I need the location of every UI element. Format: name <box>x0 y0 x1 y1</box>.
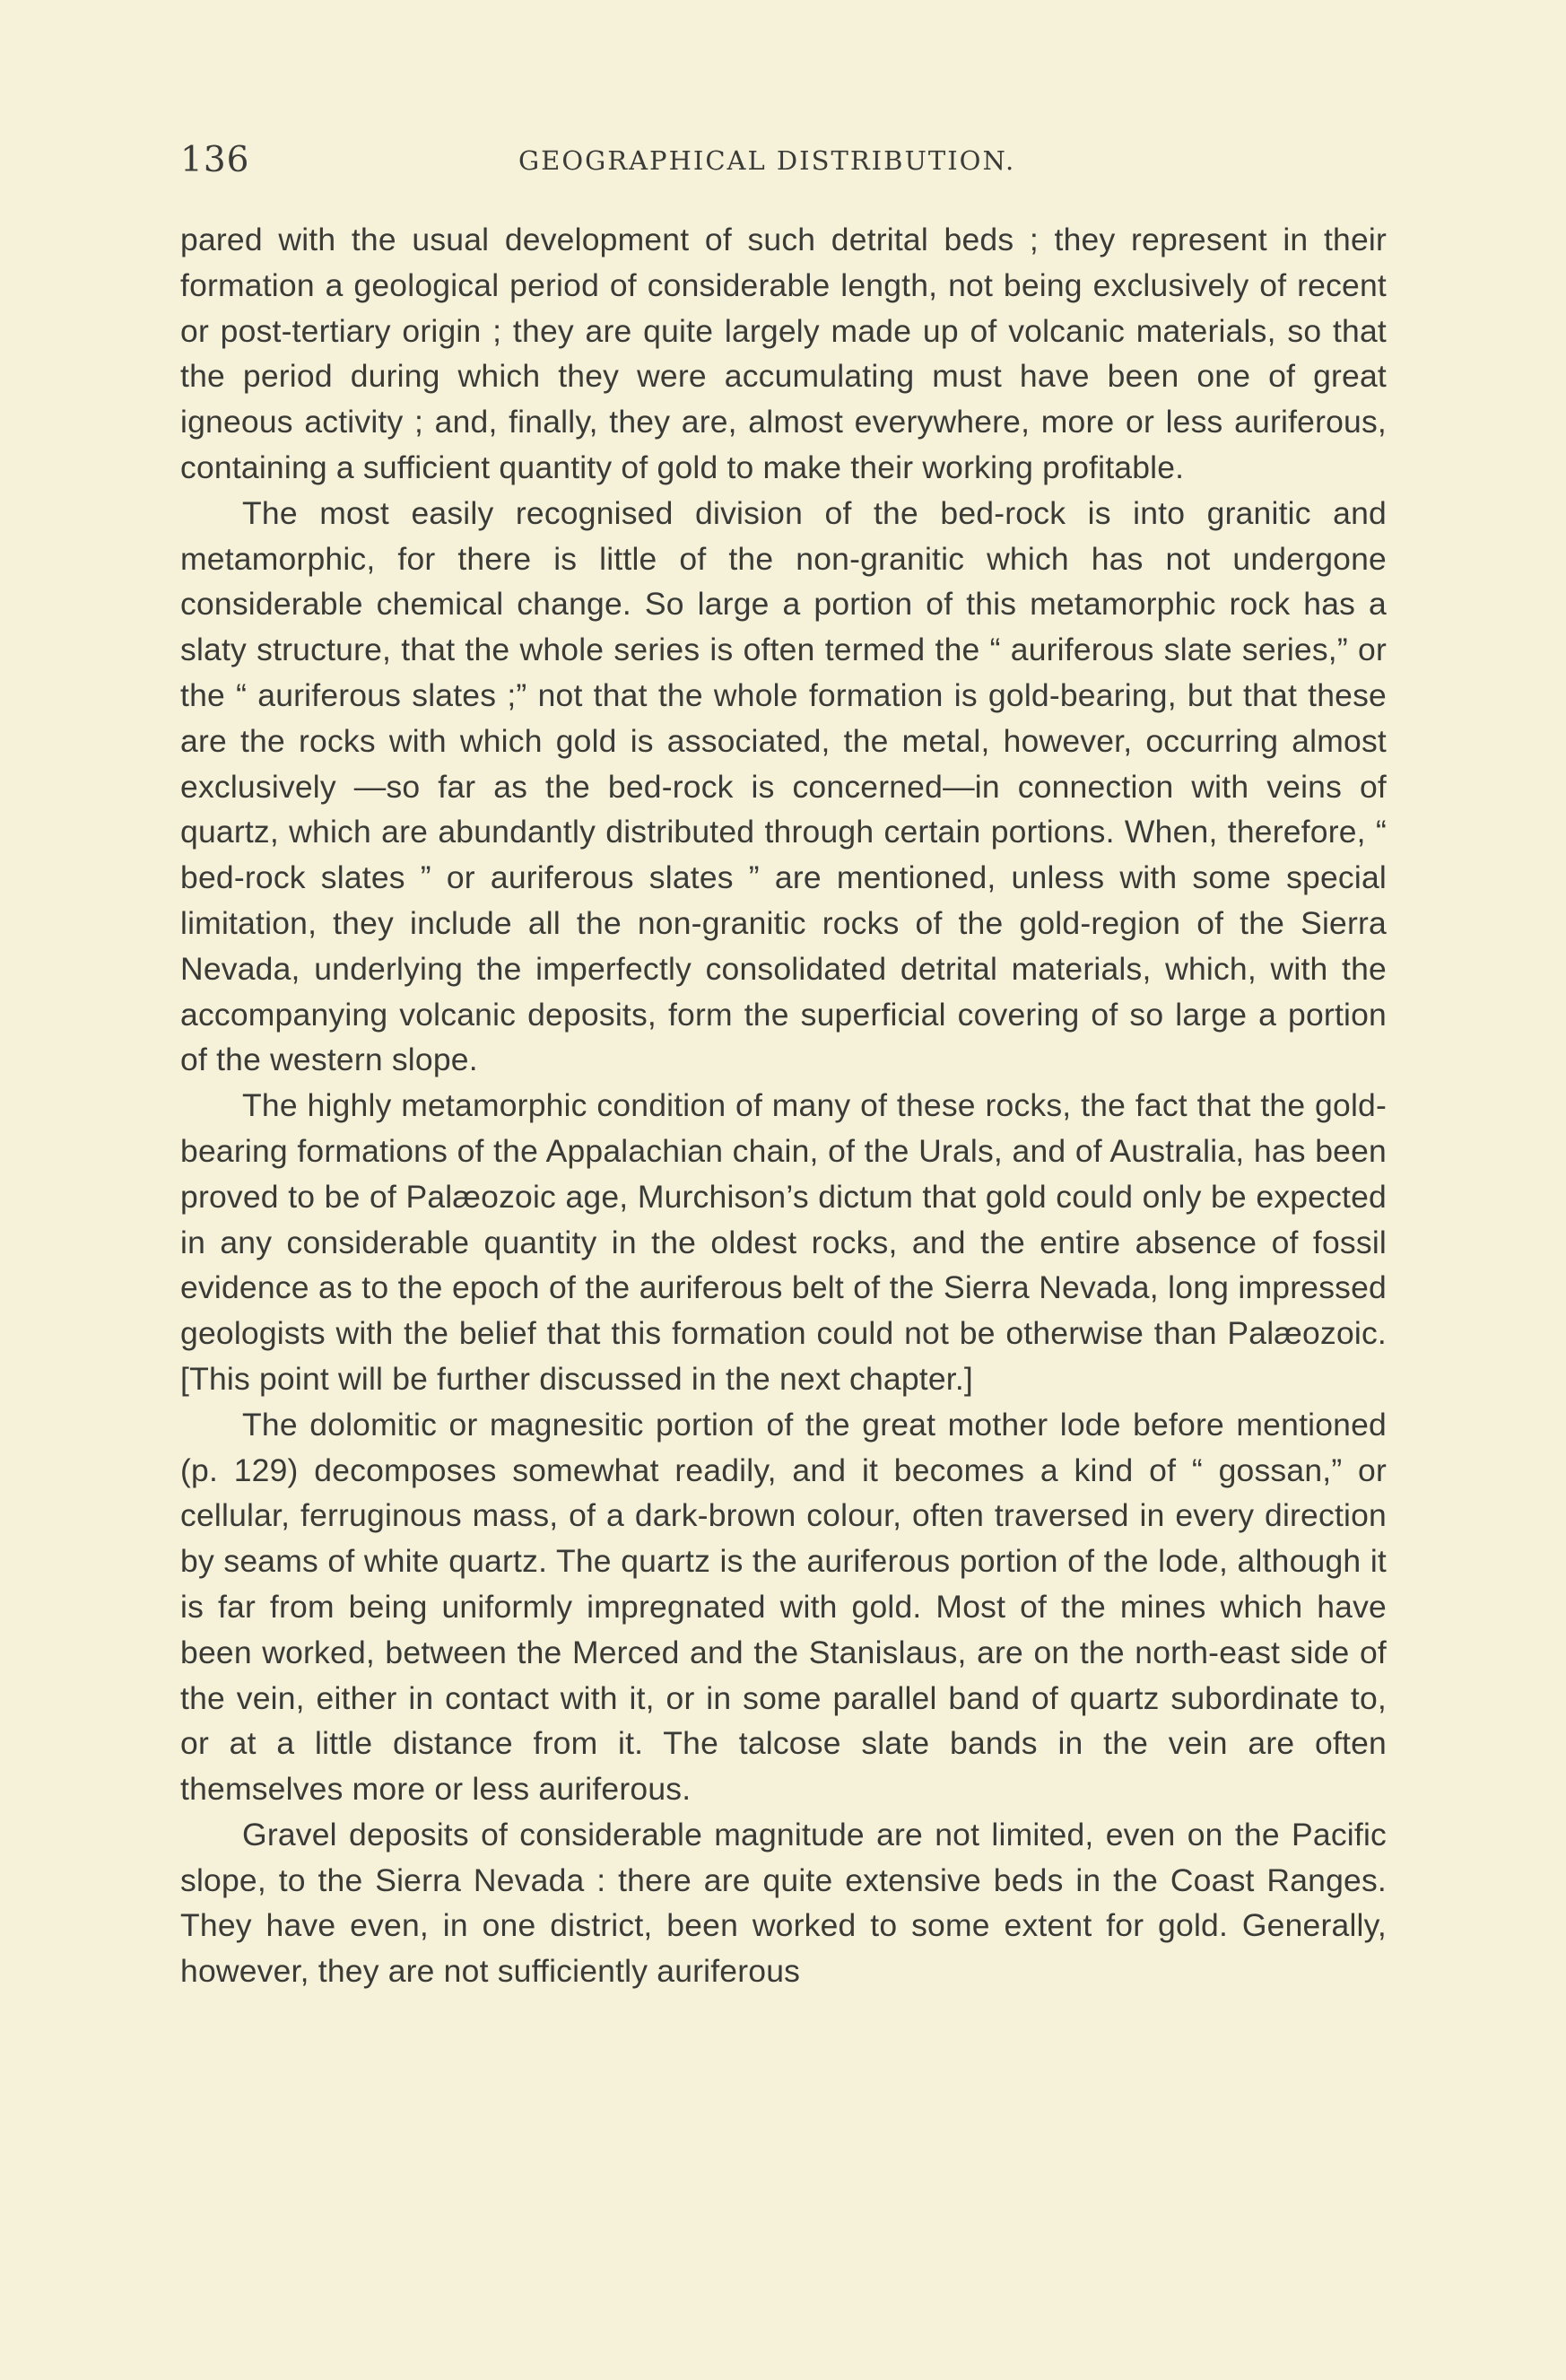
running-head: GEOGRAPHICAL DISTRIBUTION. <box>518 145 1016 176</box>
paragraph-continued: pared with the usual development of such detrital beds ; they represent in their formation a geological period of considerable length, not being exclusively of recent or post-tertiary origin ; they are quite largely made up of volcanic materials, so that the period during which they were accumulating must have been one of great igneous activity ; and, finally, they are, almost everywhere, more or less auriferous, containing a sufficient quantity of gold to make their working profitable. <box>180 222 1387 485</box>
body-text <box>180 217 1387 1994</box>
paragraph-mother-lode: The dolomitic or magnesitic portion of the great mother lode before mentioned (p. 129) decomposes somewhat readily, and it becomes a kind of “ gossan,” or cellular, ferruginous mass, of a dark-brown colour, often traversed in every direction by seams of white quartz. The quartz is the auriferous portion of the lode, although it is far from being uniformly impregnated with gold. Most of the mines which have been worked, between the Merced and the Stanislaus, are on the north-east side of the vein, either in contact with it, or in some parallel band of quartz subordinate to, or at a little distance from it. The talcose slate bands in the vein are often themselves more or less auriferous. <box>180 1406 1387 1808</box>
page-number: 136 <box>180 140 250 180</box>
paragraph-gravel-deposits: Gravel deposits of considerable magnitude are not limited, even on the Pacific slope, to the Sierra Nevada : there are quite extensive beds in the Coast Ranges. They have even, in one district, been worked to some extent for gold. Generally, however, they are not sufficiently auriferous <box>180 1816 1387 1990</box>
paragraph-bed-rock-division: The most easily recognised division of the bed-rock is into granitic and metamorphic, for there is little of the non-granitic which has not undergone considerable chemical change. So large a portion of this metamorphic rock has a slaty structure, that the whole series is often termed the “ auriferous slate series,” or the “ auriferous slates ;” not that the whole formation is gold-bearing, but that these are the rocks with which gold is associated, the metal, however, occurring almost exclusively —so far as the bed-rock is concerned—in connection with veins of quartz, which are abundantly distributed through certain portions. When, therefore, “ bed-rock slates ” or auriferous slates ” are mentioned, unless with some special limitation, they include all the non-granitic rocks of the gold-region of the Sierra Nevada, underlying the imperfectly consolidated detrital materials, which, with the accompanying volcanic deposits, form the superficial covering of so large a portion of the western slope. <box>180 494 1387 1078</box>
paragraph-metamorphic-condition: The highly metamorphic condition of many of these rocks, the fact that the gold-bearing formations of the Appalachian chain, of the Urals, and of Australia, has been proved to be of Palæozoic age, Murchison’s dictum that gold could only be expected in any considerable quantity in the oldest rocks, and the entire absence of fossil evidence as to the epoch of the auriferous belt of the Sierra Nevada, long impressed geologists with the belief that this formation could not be otherwise than Palæozoic. [This point will be further discussed in the next chapter.] <box>180 1087 1387 1397</box>
page-header <box>180 135 1387 197</box>
